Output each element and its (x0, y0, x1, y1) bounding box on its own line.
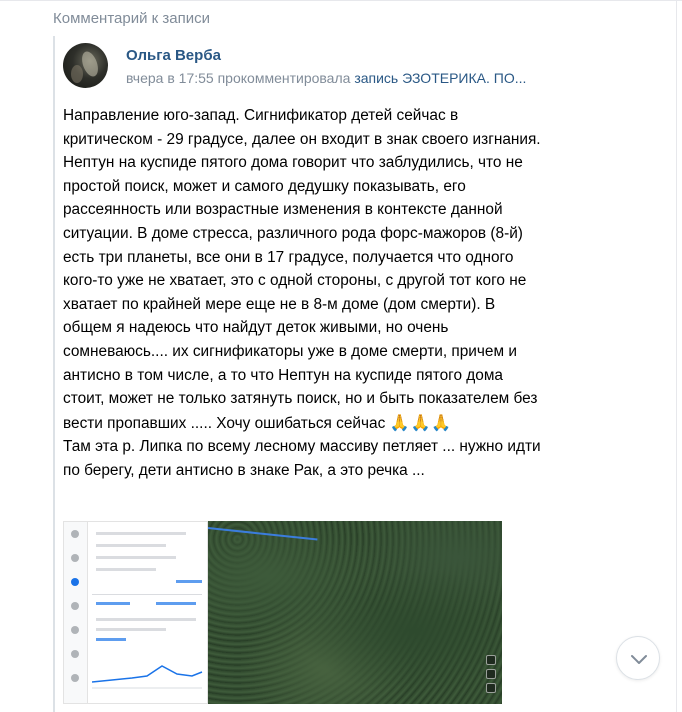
top-divider (0, 0, 682, 1)
comment-meta (126, 70, 526, 86)
comment-paragraph-1: Направление юго-запад. Сигнификатор детей сейчас в критическом - 29 градусе, далее он входит в знак своего изгнания. Нептун на куспиде пятого дома говорит что заблудились, что не простой поиск, может и самого дедушку показывать, его рассеянность или возрастные изменения в контексте данной ситуации. В доме стресса, различного рода форс-мажоров (8-й) есть три планеты, все они в 17 градусе, получается что одного кого-то уже не хватает, это с одной стороны, с другой тот кого не хватает по крайней мере еще не в 8-м доме (дом смерти). В общем я надеюсь что найдут деток живыми, но очень сомневаюсь.... их сигнификаторы уже в доме смерти, причем и антисно в том числе, а то что Нептун на куспиде пятого дома стоит, может не только затянуть поиск, но и быть показателем без вести пропавших ..... Хочу ошибаться сейчас (63, 107, 541, 432)
avatar[interactable] (63, 43, 108, 88)
section-header: Комментарий к записи (53, 10, 210, 27)
scroll-down-button[interactable] (616, 636, 660, 680)
comment-time: вчера в 17:55 прокомментировала (126, 70, 351, 86)
map-sidebar (64, 522, 88, 704)
comment-paragraph-2: Там эта р. Липка по всему лесному массиву петляет ... нужно идти по берегу, дети антисно в знаке Рак, а это речка ... (63, 438, 541, 479)
post-link[interactable]: запись ЭЗОТЕРИКА. ПО... (354, 70, 527, 86)
chevron-down-icon (629, 650, 649, 668)
author-name[interactable]: Ольга Верба (126, 47, 221, 64)
comment-text (63, 104, 543, 483)
right-divider (676, 0, 677, 712)
satellite-photo[interactable] (208, 521, 502, 704)
map-screenshot[interactable] (63, 521, 208, 704)
praying-hands-icon: 🙏🙏🙏 (389, 412, 453, 432)
comment-quote-bar (53, 36, 55, 712)
elevation-chart (92, 652, 204, 692)
